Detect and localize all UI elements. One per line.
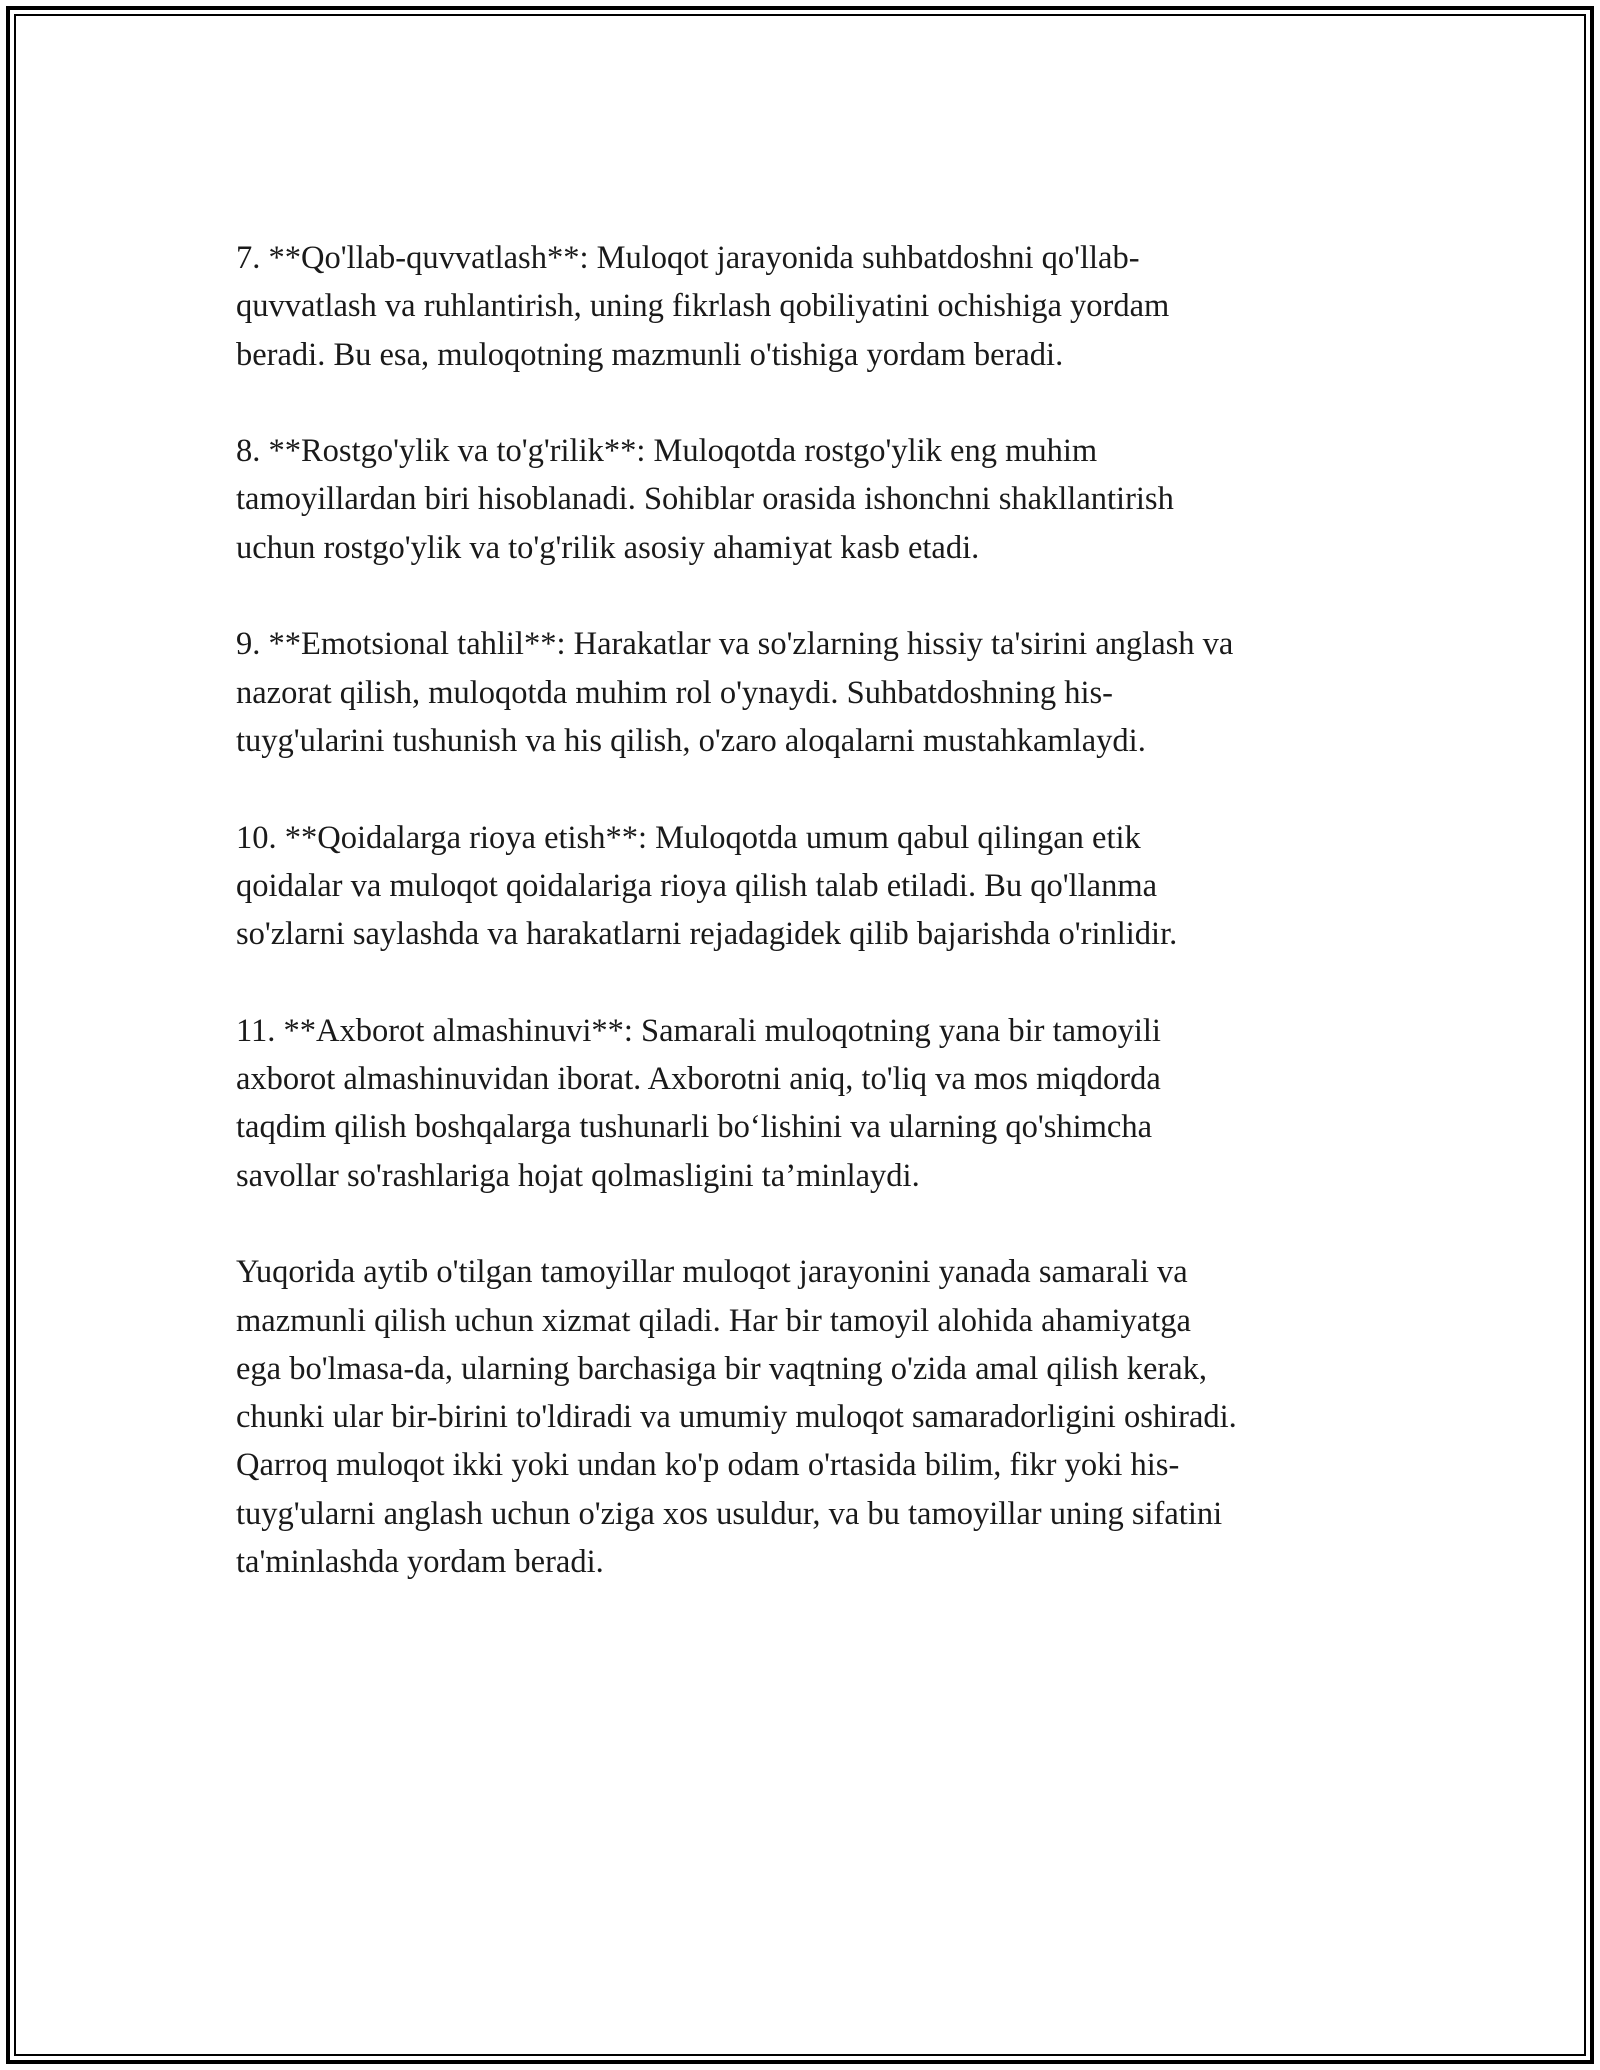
text-line: qoidalar va muloqot qoidalariga rioya qilish talab etiladi. Bu qo'llanma [236, 867, 1158, 904]
text-line: Yuqorida aytib o'tilgan tamoyillar muloqot jarayonini yanada samarali va [236, 1254, 1188, 1291]
text-line: tamoyillardan biri hisoblanadi. Sohiblar orasida ishonchni shakllantirish [236, 481, 1174, 518]
text-line: 8. **Rostgo'ylik va to'g'rilik**: Muloqotda rostgo'ylik eng muhim [236, 433, 1098, 470]
text-line: ta'minlashda yordam beradi. [236, 1544, 604, 1581]
text-line: 11. **Axborot almashinuvi**: Samarali muloqotning yana bir tamoyili [236, 1012, 1161, 1049]
paragraph-conclusion [236, 1248, 1376, 1586]
text-line: Qarroq muloqot ikki yoki undan ko'p odam o'rtasida bilim, fikr yoki his- [236, 1447, 1180, 1484]
text-line: so'zlarni saylashda va harakatlarni rejadagidek qilib bajarishda o'rinlidir. [236, 916, 1178, 953]
paragraph-axborot-almashinuvi [236, 1007, 1376, 1200]
text-line: nazorat qilish, muloqotda muhim rol o'ynaydi. Suhbatdoshning his- [236, 674, 1113, 711]
paragraph-rostgoylik [236, 427, 1376, 572]
text-line: uchun rostgo'ylik va to'g'rilik asosiy ahamiyat kasb etadi. [236, 529, 980, 566]
paragraph-qollab-quvvatlash [236, 234, 1376, 379]
text-line: ega bo'lmasa-da, ularning barchasiga bir vaqtning o'zida amal qilish kerak, [236, 1350, 1208, 1387]
paragraph-qoidalarga-rioya [236, 814, 1376, 959]
text-line: savollar so'rashlariga hojat qolmasligini ta’minlaydi. [236, 1157, 920, 1194]
document-body [236, 234, 1376, 1586]
text-line: 10. **Qoidalarga rioya etish**: Muloqotda umum qabul qilingan etik [236, 819, 1141, 856]
text-line: mazmunli qilish uchun xizmat qiladi. Har bir tamoyil alohida ahamiyatga [236, 1302, 1191, 1339]
paragraph-emotsional-tahlil [236, 620, 1376, 765]
text-line: quvvatlash va ruhlantirish, uning fikrlash qobiliyatini ochishiga yordam [236, 288, 1170, 325]
text-line: beradi. Bu esa, muloqotning mazmunli o'tishiga yordam beradi. [236, 336, 1064, 373]
text-line: tuyg'ularini tushunish va his qilish, o'zaro aloqalarni mustahkamlaydi. [236, 722, 1146, 759]
text-line: taqdim qilish boshqalarga tushunarli bo‘lishini va ularning qo'shimcha [236, 1109, 1153, 1146]
text-line: axborot almashinuvidan iborat. Axborotni aniq, to'liq va mos miqdorda [236, 1061, 1161, 1098]
text-line: chunki ular bir-birini to'ldiradi va umumiy muloqot samaradorligini oshiradi. [236, 1399, 1237, 1436]
text-line: 9. **Emotsional tahlil**: Harakatlar va so'zlarning hissiy ta'sirini anglash va [236, 626, 1234, 663]
text-line: tuyg'ularni anglash uchun o'ziga xos usuldur, va bu tamoyillar uning sifatini [236, 1495, 1223, 1532]
text-line: 7. **Qo'llab-quvvatlash**: Muloqot jarayonida suhbatdoshni qo'llab- [236, 240, 1140, 276]
